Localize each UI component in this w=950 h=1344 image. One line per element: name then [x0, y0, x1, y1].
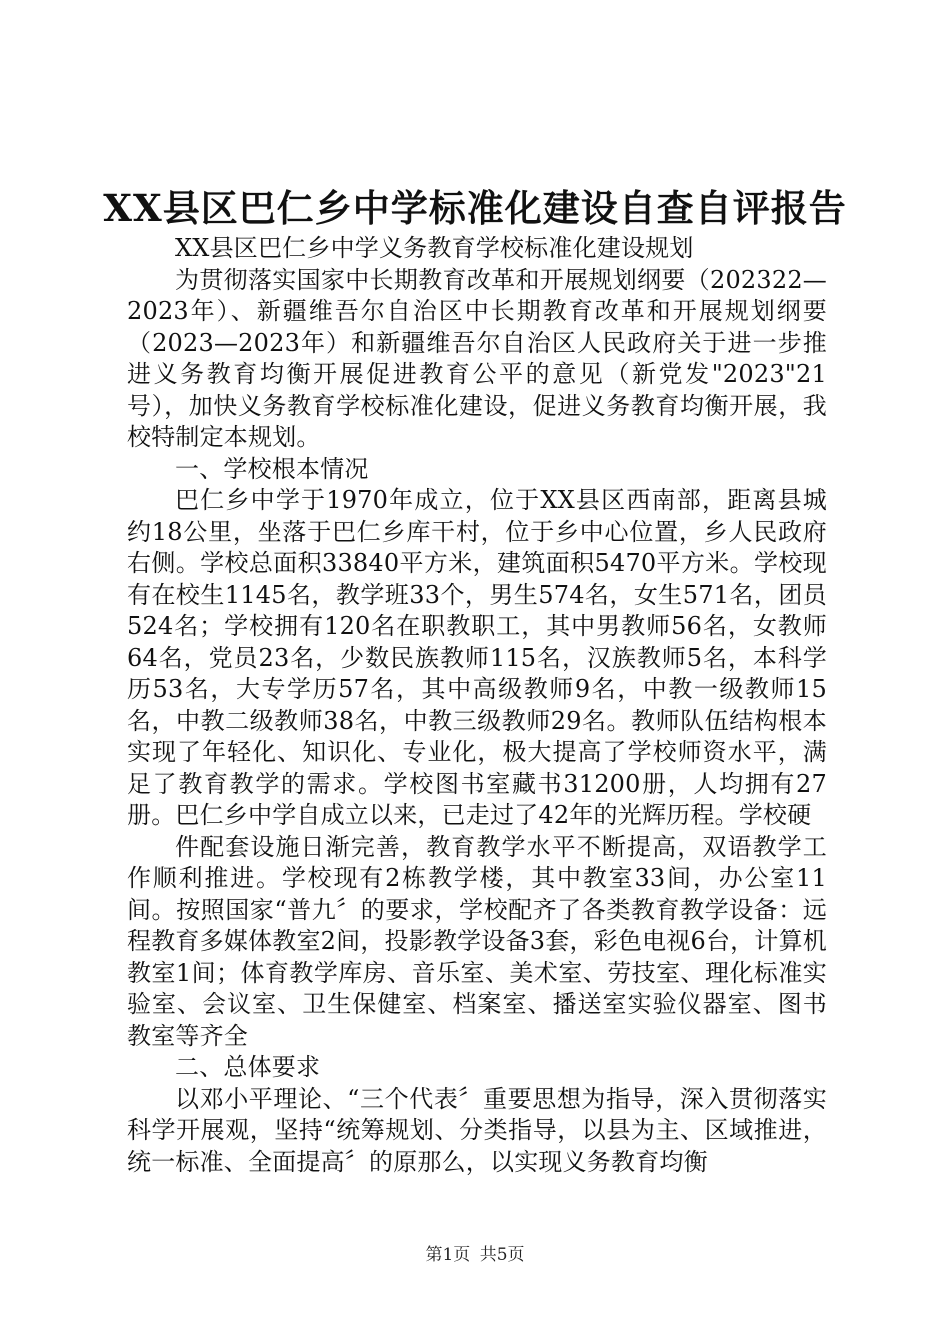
- intro-paragraph: 为贯彻落实国家中长期教育改革和开展规划纲要（202322—2023年）、新疆维吾尔自治区中长期教育改革和开展规划纲要（2023—2023年）和新疆维吾尔自治区人民政府关于进一步推进义务教育均衡开展促进教育公平的意见（新党发"2023"21号），加快义务教育学校标准化建设，促进义务教育均衡开展，我校特制定本规划。: [127, 265, 827, 451]
- basic-info-paragraph: 巴仁乡中学于1970年成立，位于XX县区西南部，距离县城约18公里，坐落于巴仁乡库干村，位于乡中心位置，乡人民政府右侧。学校总面积33840平方米，建筑面积5470平方米。学校现有在校生1145名，教学班33个，男生574名，女生571名，团员524名；学校拥有120名在职教职工，其中男教师56名，女教师64名，党员23名，少数民族教师115名，汉族教师5名，本科学历53名，大专学历57名，其中高级教师9名，中教一级教师15名，中教二级教师38名，中教三级教师29名。教师队伍结构根本实现了年轻化、知识化、专业化，极大提高了学校师资水平，满足了教育教学的需求。学校图书室藏书31200册，人均拥有27册。巴仁乡中学自成立以来，已走过了42年的光辉历程。学校硬: [127, 486, 827, 829]
- section-heading-requirements: 二、总体要求: [175, 1053, 321, 1081]
- page-total: 共5页: [479, 1245, 525, 1265]
- facilities-paragraph: 件配套设施日渐完善，教育教学水平不断提高，双语教学工作顺利推进。学校现有2栋教学楼，其中教室33间，办公室11间。按照国家“普九〞的要求，学校配齐了各类教育教学设备：远程教育多媒体教室2间，投影教学设备3套，彩色电视6台，计算机教室1间；体育教学库房、音乐室、美术室、劳技室、理化标准实验室、会议室、卫生保健室、档案室、播送室实验仪器室、图书教室等齐全: [127, 832, 827, 1050]
- document-title: XX县区巴仁乡中学标准化建设自查自评报告: [103, 186, 847, 230]
- section-heading-basic-info: 一、学校根本情况: [175, 454, 369, 483]
- plan-subtitle: XX县区巴仁乡中学义务教育学校标准化建设规划: [175, 234, 694, 262]
- page-number: 第1页: [425, 1245, 471, 1265]
- page-footer: [0, 1243, 950, 1267]
- document-body: [127, 233, 827, 1178]
- requirements-paragraph: 以邓小平理论、“三个代表〞重要思想为指导，深入贯彻落实科学开展观，坚持“统筹规划、分类指导，以县为主、区域推进，统一标准、全面提高〞的原那么，以实现义务教育均衡: [127, 1084, 827, 1176]
